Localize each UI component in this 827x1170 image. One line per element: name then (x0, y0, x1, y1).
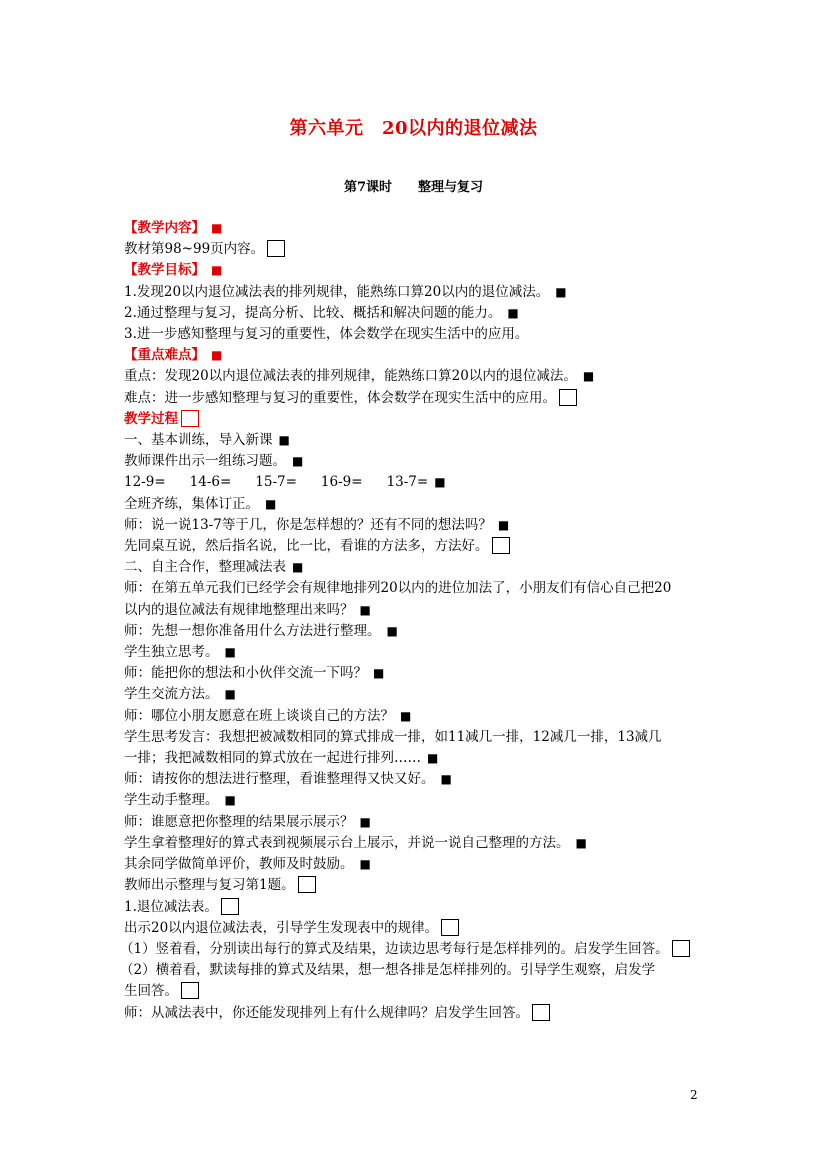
goal-text: 1.发现20以内退位减法表的排列规律，能熟练口算20以内的退位减法。 (124, 283, 550, 300)
paragraph-text: 教师出示整理与复习第1题。 (124, 877, 295, 894)
paragraph (124, 897, 708, 918)
empty-box-icon (559, 389, 577, 406)
paragraph-text: 师：先想一想你准备用什么方法进行整理。 (124, 622, 381, 639)
empty-box-icon (221, 898, 239, 915)
square-mark-icon: ■ (555, 284, 567, 299)
paragraph (120, 960, 708, 981)
paragraph (124, 600, 708, 621)
lesson-subtitle: 第7课时 整理与复习 (343, 180, 484, 195)
goal-item (124, 303, 708, 324)
paragraph-text: 学生独立思考。 (124, 644, 219, 661)
paragraph-text: 师：能把你的想法和小伙伴交流一下吗？ (124, 665, 367, 682)
paragraph-text: 二、自主合作，整理减法表 (124, 559, 286, 576)
heading-text: 【重点难点】 (124, 347, 205, 364)
paragraph-text: 学生交流方法。 (124, 686, 219, 703)
paragraph-text: 教师课件出示一组练习题。 (124, 453, 286, 470)
section-heading-key (124, 345, 708, 366)
square-mark-icon: ■ (265, 496, 277, 511)
paragraph-text: 师：说一说13-7等于几，你是怎样想的？还有不同的想法吗？ (124, 516, 492, 533)
paragraph-text: 生回答。 (124, 983, 178, 1000)
paragraph (124, 494, 708, 515)
square-mark-icon: ■ (211, 348, 223, 363)
paragraph (120, 939, 708, 960)
section-heading-process (124, 409, 708, 430)
document-body (120, 218, 708, 1024)
square-mark-icon: ■ (497, 517, 510, 532)
equation: 12-9= (124, 474, 166, 491)
paragraph (124, 727, 708, 748)
goal-item (124, 282, 708, 303)
section-heading-goals (124, 260, 708, 281)
square-mark-icon: ■ (400, 708, 412, 723)
equation: 13-7= (386, 474, 429, 491)
page-title: 第六单元 20以内的退位减法 (289, 118, 538, 139)
paragraph (124, 451, 708, 472)
paragraph-text: 师：在第五单元我们已经学会有规律地排列20以内的进位加法了，小朋友们有信心自己把20 (124, 580, 672, 597)
paragraph-text: 先同桌互说，然后指名说，比一比，看谁的方法多，方法好。 (124, 538, 489, 555)
paragraph (124, 515, 708, 536)
paragraph (124, 790, 708, 811)
paragraph-text: 其余同学做简单评价，教师及时鼓励。 (124, 856, 354, 873)
paragraph-text: 师：谁愿意把你整理的结果展示展示？ (124, 813, 354, 830)
paragraph-text: 教材第98~99页内容。 (124, 241, 265, 258)
paragraph (124, 706, 708, 727)
square-mark-icon: ■ (575, 835, 587, 850)
paragraph (124, 748, 708, 769)
square-mark-icon: ■ (434, 475, 446, 490)
paragraph-text: 学生动手整理。 (124, 792, 219, 809)
key-text: 难点：进一步感知整理与复习的重要性，体会数学在现实生活中的应用。 (124, 389, 556, 406)
equation: 16-9= (320, 474, 363, 491)
equation: 14-6= (189, 474, 232, 491)
paragraph-text: （2）横着看，默读每排的算式及结果，想一想各排是怎样排列的。引导学生观察，启发学 (120, 962, 656, 979)
paragraph (124, 1003, 708, 1024)
equation-list (124, 472, 708, 493)
square-mark-icon: ■ (224, 645, 236, 660)
paragraph-text: 1.退位减法表。 (124, 898, 218, 915)
paragraph-text: 师：请按你的想法进行整理，看谁整理得又快又好。 (124, 771, 435, 788)
square-mark-icon: ■ (359, 814, 371, 829)
goal-text: 2.通过整理与复习，提高分析、比较、概括和解决问题的能力。 (124, 304, 502, 321)
square-mark-icon: ■ (440, 772, 452, 787)
paragraph (124, 642, 708, 663)
goal-text: 3.进一步感知整理与复习的重要性，体会数学在现实生活中的应用。 (124, 326, 529, 343)
paragraph (124, 833, 708, 854)
paragraph (124, 769, 708, 790)
empty-box-icon (441, 919, 459, 936)
paragraph-text: 学生拿着整理好的算式表到视频展示台上展示，并说一说自己整理的方法。 (124, 834, 570, 851)
square-mark-icon: ■ (224, 793, 236, 808)
section-heading-content (124, 218, 708, 239)
square-mark-icon: ■ (359, 602, 371, 617)
paragraph (124, 430, 708, 451)
paragraph-text: 全班齐练，集体订正。 (124, 495, 259, 512)
paragraph (124, 854, 708, 875)
paragraph-text: 学生思考发言：我想把被减数相同的算式排成一排，如11减几一排，12减几一排，13减几 (124, 728, 662, 745)
empty-box-icon (672, 940, 690, 957)
square-mark-icon: ■ (582, 369, 595, 384)
square-mark-icon: ■ (292, 454, 304, 469)
paragraph (124, 875, 708, 896)
difficult-point (124, 388, 708, 409)
key-point (124, 366, 708, 387)
paragraph (124, 578, 708, 599)
paragraph (124, 536, 708, 557)
empty-box-icon (181, 982, 199, 999)
empty-box-icon (267, 240, 285, 257)
paragraph (124, 812, 708, 833)
square-mark-icon: ■ (386, 623, 398, 638)
paragraph (124, 684, 708, 705)
empty-box-icon (492, 537, 510, 554)
key-text: 重点：发现20以内退位减法表的排列规律，能熟练口算20以内的退位减法。 (124, 368, 577, 385)
paragraph-text: 一、基本训练，导入新课 (124, 432, 273, 449)
paragraph-text: 以内的退位减法有规律地整理出来吗？ (124, 601, 354, 618)
heading-text: 教学过程 (124, 410, 178, 427)
equation: 15-7= (255, 474, 297, 491)
paragraph (124, 621, 708, 642)
empty-box-icon (532, 1004, 550, 1021)
empty-box-icon (181, 410, 199, 427)
goal-item (124, 324, 708, 345)
paragraph-text: 师：哪位小朋友愿意在班上谈谈自己的方法？ (124, 707, 394, 724)
paragraph (124, 239, 708, 260)
square-mark-icon: ■ (427, 751, 439, 766)
square-mark-icon: ■ (507, 305, 519, 320)
square-mark-icon: ■ (211, 221, 223, 235)
heading-text: 【教学目标】 (124, 262, 205, 279)
paragraph-text: 出示20以内退位减法表，引导学生发现表中的规律。 (124, 919, 439, 936)
square-mark-icon: ■ (278, 433, 290, 448)
paragraph (124, 663, 708, 684)
paragraph-text: （1）竖着看，分别读出每行的算式及结果，边读边思考每行是怎样排列的。启发学生回答。 (120, 940, 669, 957)
paragraph (124, 981, 708, 1002)
paragraph-text: 一排；我把减数相同的算式放在一起进行排列…… (124, 750, 421, 767)
square-mark-icon: ■ (224, 687, 236, 702)
square-mark-icon: ■ (359, 857, 371, 872)
paragraph (124, 557, 708, 578)
square-mark-icon: ■ (373, 666, 385, 681)
heading-text: 【教学内容】 (124, 220, 205, 236)
paragraph-text: 师：从减法表中，你还能发现排列上有什么规律吗？启发学生回答。 (124, 1004, 529, 1021)
empty-box-icon (298, 876, 316, 893)
square-mark-icon: ■ (211, 263, 223, 278)
page-number: 2 (690, 1088, 698, 1102)
paragraph (124, 918, 708, 939)
square-mark-icon: ■ (292, 560, 304, 575)
